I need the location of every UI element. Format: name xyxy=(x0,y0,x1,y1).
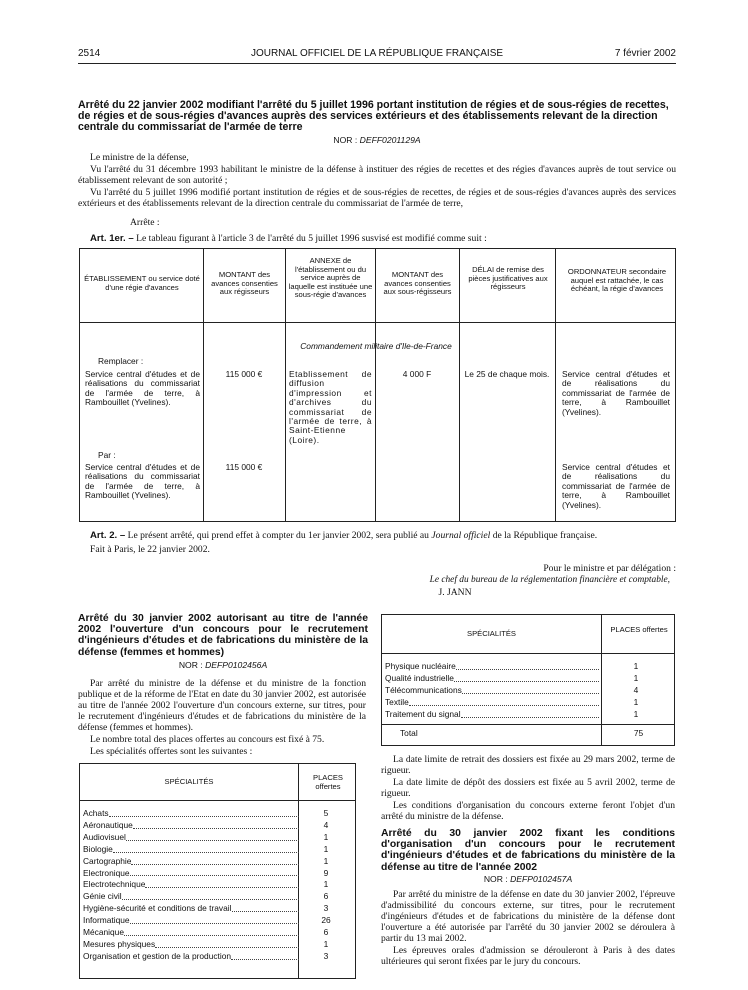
row2-montant: 115 000 € xyxy=(225,462,263,472)
row1-montant-sous: 4 000 F xyxy=(402,369,432,379)
row1-delai: Le 25 de chaque mois. xyxy=(464,369,550,379)
th-places: PLACES offertes xyxy=(313,773,343,791)
specialite-name: Informatique xyxy=(83,915,130,926)
total-label: Total xyxy=(400,728,418,738)
specialite-places: 1 xyxy=(633,672,639,683)
dot-leader xyxy=(130,923,299,924)
specialite-row xyxy=(83,844,351,856)
th-annexe: ANNEXE de l'établissement ou du service auprès de laquelle est instituée une sous-régie d'avances xyxy=(288,256,373,300)
page-number: 2514 xyxy=(78,48,101,59)
arrete1-article-1: Art. 1er. – Le tableau figurant à l'article 3 de l'arrêté du 5 juillet 1996 susvisé est modifié comme suit : xyxy=(90,233,487,244)
dot-leader xyxy=(130,875,299,876)
specialite-name: Génie civil xyxy=(83,891,122,902)
remplacer-label: Remplacer : xyxy=(98,356,144,366)
specialite-name: Organisation et gestion de la production xyxy=(83,950,232,961)
specialite-row xyxy=(83,891,351,903)
specialite-row xyxy=(385,697,671,709)
specialite-name: Mécanique xyxy=(83,927,124,938)
arrete2-title: Arrêté du 30 janvier 2002 autorisant au titre de l'année 2002 l'ouverture d'un concours pour le recrutement d'ingénieurs d'études et de fabrications du ministère de la défense (femmes et hommes) xyxy=(78,613,368,658)
arrete1-nor-code: DEFF0201129A xyxy=(359,135,421,145)
dot-leader xyxy=(133,828,299,829)
journal-title: JOURNAL OFFICIEL DE LA RÉPUBLIQUE FRANÇAISE xyxy=(250,48,504,59)
arrete1-para-3: Vu l'arrêté du 5 juillet 1996 modifié portant institution de régies et de sous-régies de recettes, de régies et de sous-régies d'avances auprès des services extérieurs et des établissements relevant de la direction centrale du commissariat de l'armée de terre, xyxy=(78,187,676,209)
specialite-name: Audiovisuel xyxy=(83,831,126,842)
specialite-places: 1 xyxy=(633,661,639,671)
th-etablissement: ÉTABLISSEMENT ou service doté d'une régie d'avances xyxy=(84,274,200,292)
specialite-row xyxy=(83,927,351,939)
specialites-table-cont xyxy=(381,614,675,746)
dot-leader xyxy=(461,717,599,718)
arrete2-para-2: Le nombre total des places offertes au concours est fixé à 75. xyxy=(90,734,325,745)
arrete3-para-2: Les épreuves orales d'admission se dérouleront à Paris à des dates ultérieures qui seront fixées par le jury du concours. xyxy=(381,945,675,967)
specialite-places: 1 xyxy=(323,879,329,890)
regies-table xyxy=(79,248,676,522)
specialite-name: Biologie xyxy=(83,843,113,854)
specialite-places: 4 xyxy=(633,684,639,695)
specialite-name: Aéronautique xyxy=(83,819,133,830)
th-specialites-2: SPÉCIALITÉS xyxy=(467,629,516,638)
specialite-name: Electrotechnique xyxy=(83,879,146,890)
specialite-name: Mesures physiques xyxy=(83,938,156,949)
dot-leader xyxy=(456,669,599,670)
arrete1-arrete: Arrête : xyxy=(130,217,160,228)
specialite-places: 4 xyxy=(323,819,329,830)
specialite-name: Traitement du signal xyxy=(385,708,461,719)
row2-etablissement: Service central d'études et de réalisations du commissariat de l'armée de terre, à Rambouillet (Yvelines). xyxy=(85,462,200,501)
arrete1-fait: Fait à Paris, le 22 janvier 2002. xyxy=(90,544,210,555)
specialite-row xyxy=(83,856,351,868)
specialites-table xyxy=(79,763,356,979)
arrete1-para-2: Vu l'arrêté du 31 décembre 1993 habilitant le ministre de la défense à instituer des régies de recettes et des régies d'avances auprès de tout service ou établissement relevant de son autorité ; xyxy=(78,164,676,186)
specialite-places: 1 xyxy=(323,843,329,854)
arrete3-para-1: Par arrêté du ministre de la défense en date du 30 janvier 2002, l'épreuve d'admissibilité du concours externe, sur titres, pour le recrutement d'ingénieurs d'études et de fabrications du ministère de la défense dont l'ouverture a été autorisée par l'arrêté du 30 janvier 2002 se déroulera à partir du 13 mai 2002. xyxy=(381,889,675,944)
row1-annexe: Etablissement de diffusion d'impression et d'archives du commissariat de l'armée de terre, à Saint-Etienne (Loire). xyxy=(289,369,372,445)
specialite-places: 1 xyxy=(323,831,329,842)
specialite-places: 1 xyxy=(323,855,329,866)
dot-leader xyxy=(454,681,599,682)
header-rule xyxy=(78,63,676,64)
th-montant: MONTANT des avances consenties aux régisseurs xyxy=(211,270,278,297)
arrete3-title: Arrêté du 30 janvier 2002 fixant les conditions d'organisation d'un concours pour le recrutement d'ingénieurs d'études et de fabrications du ministère de la défense au titre de l'année 2002 xyxy=(381,828,675,873)
specialite-places: 1 xyxy=(633,708,639,719)
arrete1-title: Arrêté du 22 janvier 2002 modifiant l'arrêté du 5 juillet 1996 portant institution de régies et de sous-régies de recettes, de régies et de sous-régies d'avances auprès des services extérieurs et des établissements relevant de la direction centrale du commissariat de l'armée de terre xyxy=(78,99,669,133)
specialite-name: Electronique xyxy=(83,867,130,878)
issue-date: 7 février 2002 xyxy=(614,48,676,59)
dot-leader xyxy=(145,887,299,888)
specialite-places: 6 xyxy=(323,927,329,938)
row1-etablissement: Service central d'études et de réalisations du commissariat de l'armée de terre, à Rambouillet (Yvelines). xyxy=(85,369,200,408)
dot-leader xyxy=(131,864,299,865)
specialite-row xyxy=(83,879,351,891)
arrete1-para-1: Le ministre de la défense, xyxy=(90,152,189,163)
th-montant-sous: MONTANT des avances consenties aux sous-régisseurs xyxy=(383,270,452,297)
specialite-row xyxy=(83,832,351,844)
th-specialites: SPÉCIALITÉS xyxy=(164,777,214,786)
row1-ordonnateur: Service central d'études et de réalisations du commissariat de l'armée de terre, à Rambouillet (Yvelines). xyxy=(562,369,670,417)
specialite-row xyxy=(83,939,351,951)
specialite-name: Achats xyxy=(83,808,109,818)
specialite-row xyxy=(385,709,671,721)
dot-leader xyxy=(124,935,299,936)
arrete2-nor: NOR : DEFP0102456A xyxy=(178,660,268,670)
specialite-row xyxy=(83,808,351,820)
row2-ordonnateur: Service central d'études et de réalisations du commissariat de l'armée de terre, à Rambouillet (Yvelines). xyxy=(562,462,670,510)
dot-leader xyxy=(122,899,299,900)
dot-leader xyxy=(462,693,599,694)
dot-leader xyxy=(109,816,299,817)
dot-leader xyxy=(409,705,599,706)
specialite-row xyxy=(83,915,351,927)
par-label: Par : xyxy=(98,450,116,460)
arrete2-para-3: Les spécialités offertes sont les suivantes : xyxy=(90,746,253,757)
arrete3-nor: NOR : DEFP0102457A xyxy=(483,874,573,884)
arrete2-para-6: Les conditions d'organisation du concours externe feront l'objet d'un arrêté du ministre de la défense. xyxy=(381,800,675,822)
dot-leader xyxy=(232,911,299,912)
arrete2-para-5: La date limite de dépôt des dossiers est fixée au 5 avril 2002, terme de rigueur. xyxy=(381,777,675,799)
arrete1-article-2: Art. 2. – Le présent arrêté, qui prend effet à compter du 1er janvier 2002, sera publié au Journal officiel de la République française. xyxy=(90,530,598,541)
specialite-name: Hygiène-sécurité et conditions de travail xyxy=(83,903,232,914)
specialite-row xyxy=(385,673,671,685)
specialite-name: Télécommunications xyxy=(385,684,462,695)
dot-leader xyxy=(126,840,299,841)
specialites-list-2 xyxy=(385,661,671,721)
specialite-places: 3 xyxy=(323,950,329,961)
specialite-name: Textile xyxy=(385,696,409,707)
th-places-2: PLACES offertes xyxy=(610,625,668,634)
signature-line-1: Pour le ministre et par délégation : xyxy=(543,563,676,574)
th-delai: DÉLAI de remise des pièces justificatives aux régisseurs xyxy=(468,265,548,292)
specialite-row xyxy=(385,661,671,673)
signature-line-2: Le chef du bureau de la réglementation financière et comptable, xyxy=(429,575,670,585)
th-ordonnateur: ORDONNATEUR secondaire auquel est rattachée, le cas échéant, la régie d'avances xyxy=(567,267,667,294)
specialite-row xyxy=(83,820,351,832)
dot-leader xyxy=(231,959,299,960)
specialite-name: Qualité industrielle xyxy=(385,672,454,683)
dot-leader xyxy=(155,947,299,948)
signature-name: J. JANN xyxy=(438,587,472,598)
specialite-name: Physique nucléaire xyxy=(385,661,456,671)
specialite-row xyxy=(385,685,671,697)
specialite-places: 1 xyxy=(633,696,639,707)
section-label: Commandement militaire d'Ile-de-France xyxy=(300,341,452,351)
specialite-places: 3 xyxy=(323,903,329,914)
row1-montant: 115 000 € xyxy=(225,369,263,379)
specialite-places: 26 xyxy=(321,915,331,926)
specialite-name: Cartographie xyxy=(83,855,132,866)
specialite-row xyxy=(83,951,351,963)
specialite-row xyxy=(83,903,351,915)
specialite-places: 5 xyxy=(323,808,329,818)
specialite-row xyxy=(83,868,351,880)
specialite-places: 1 xyxy=(323,938,329,949)
specialites-list xyxy=(83,808,351,963)
arrete2-para-1: Par arrêté du ministre de la défense et du ministre de la fonction publique et de la réforme de l'Etat en date du 30 janvier 2002, est autorisée au titre de l'année 2002 l'ouverture d'un concours externe, sur titres, pour le recrutement d'ingénieurs d'études et de fabrications du ministère de la défense (femmes et hommes). xyxy=(78,678,366,733)
arrete1-nor: NOR : DEFF0201129A xyxy=(333,135,421,145)
total-value: 75 xyxy=(633,728,644,738)
dot-leader xyxy=(113,852,299,853)
specialite-places: 9 xyxy=(323,867,329,878)
specialite-places: 6 xyxy=(323,891,329,902)
arrete2-para-4: La date limite de retrait des dossiers est fixée au 29 mars 2002, terme de rigueur. xyxy=(381,754,675,776)
